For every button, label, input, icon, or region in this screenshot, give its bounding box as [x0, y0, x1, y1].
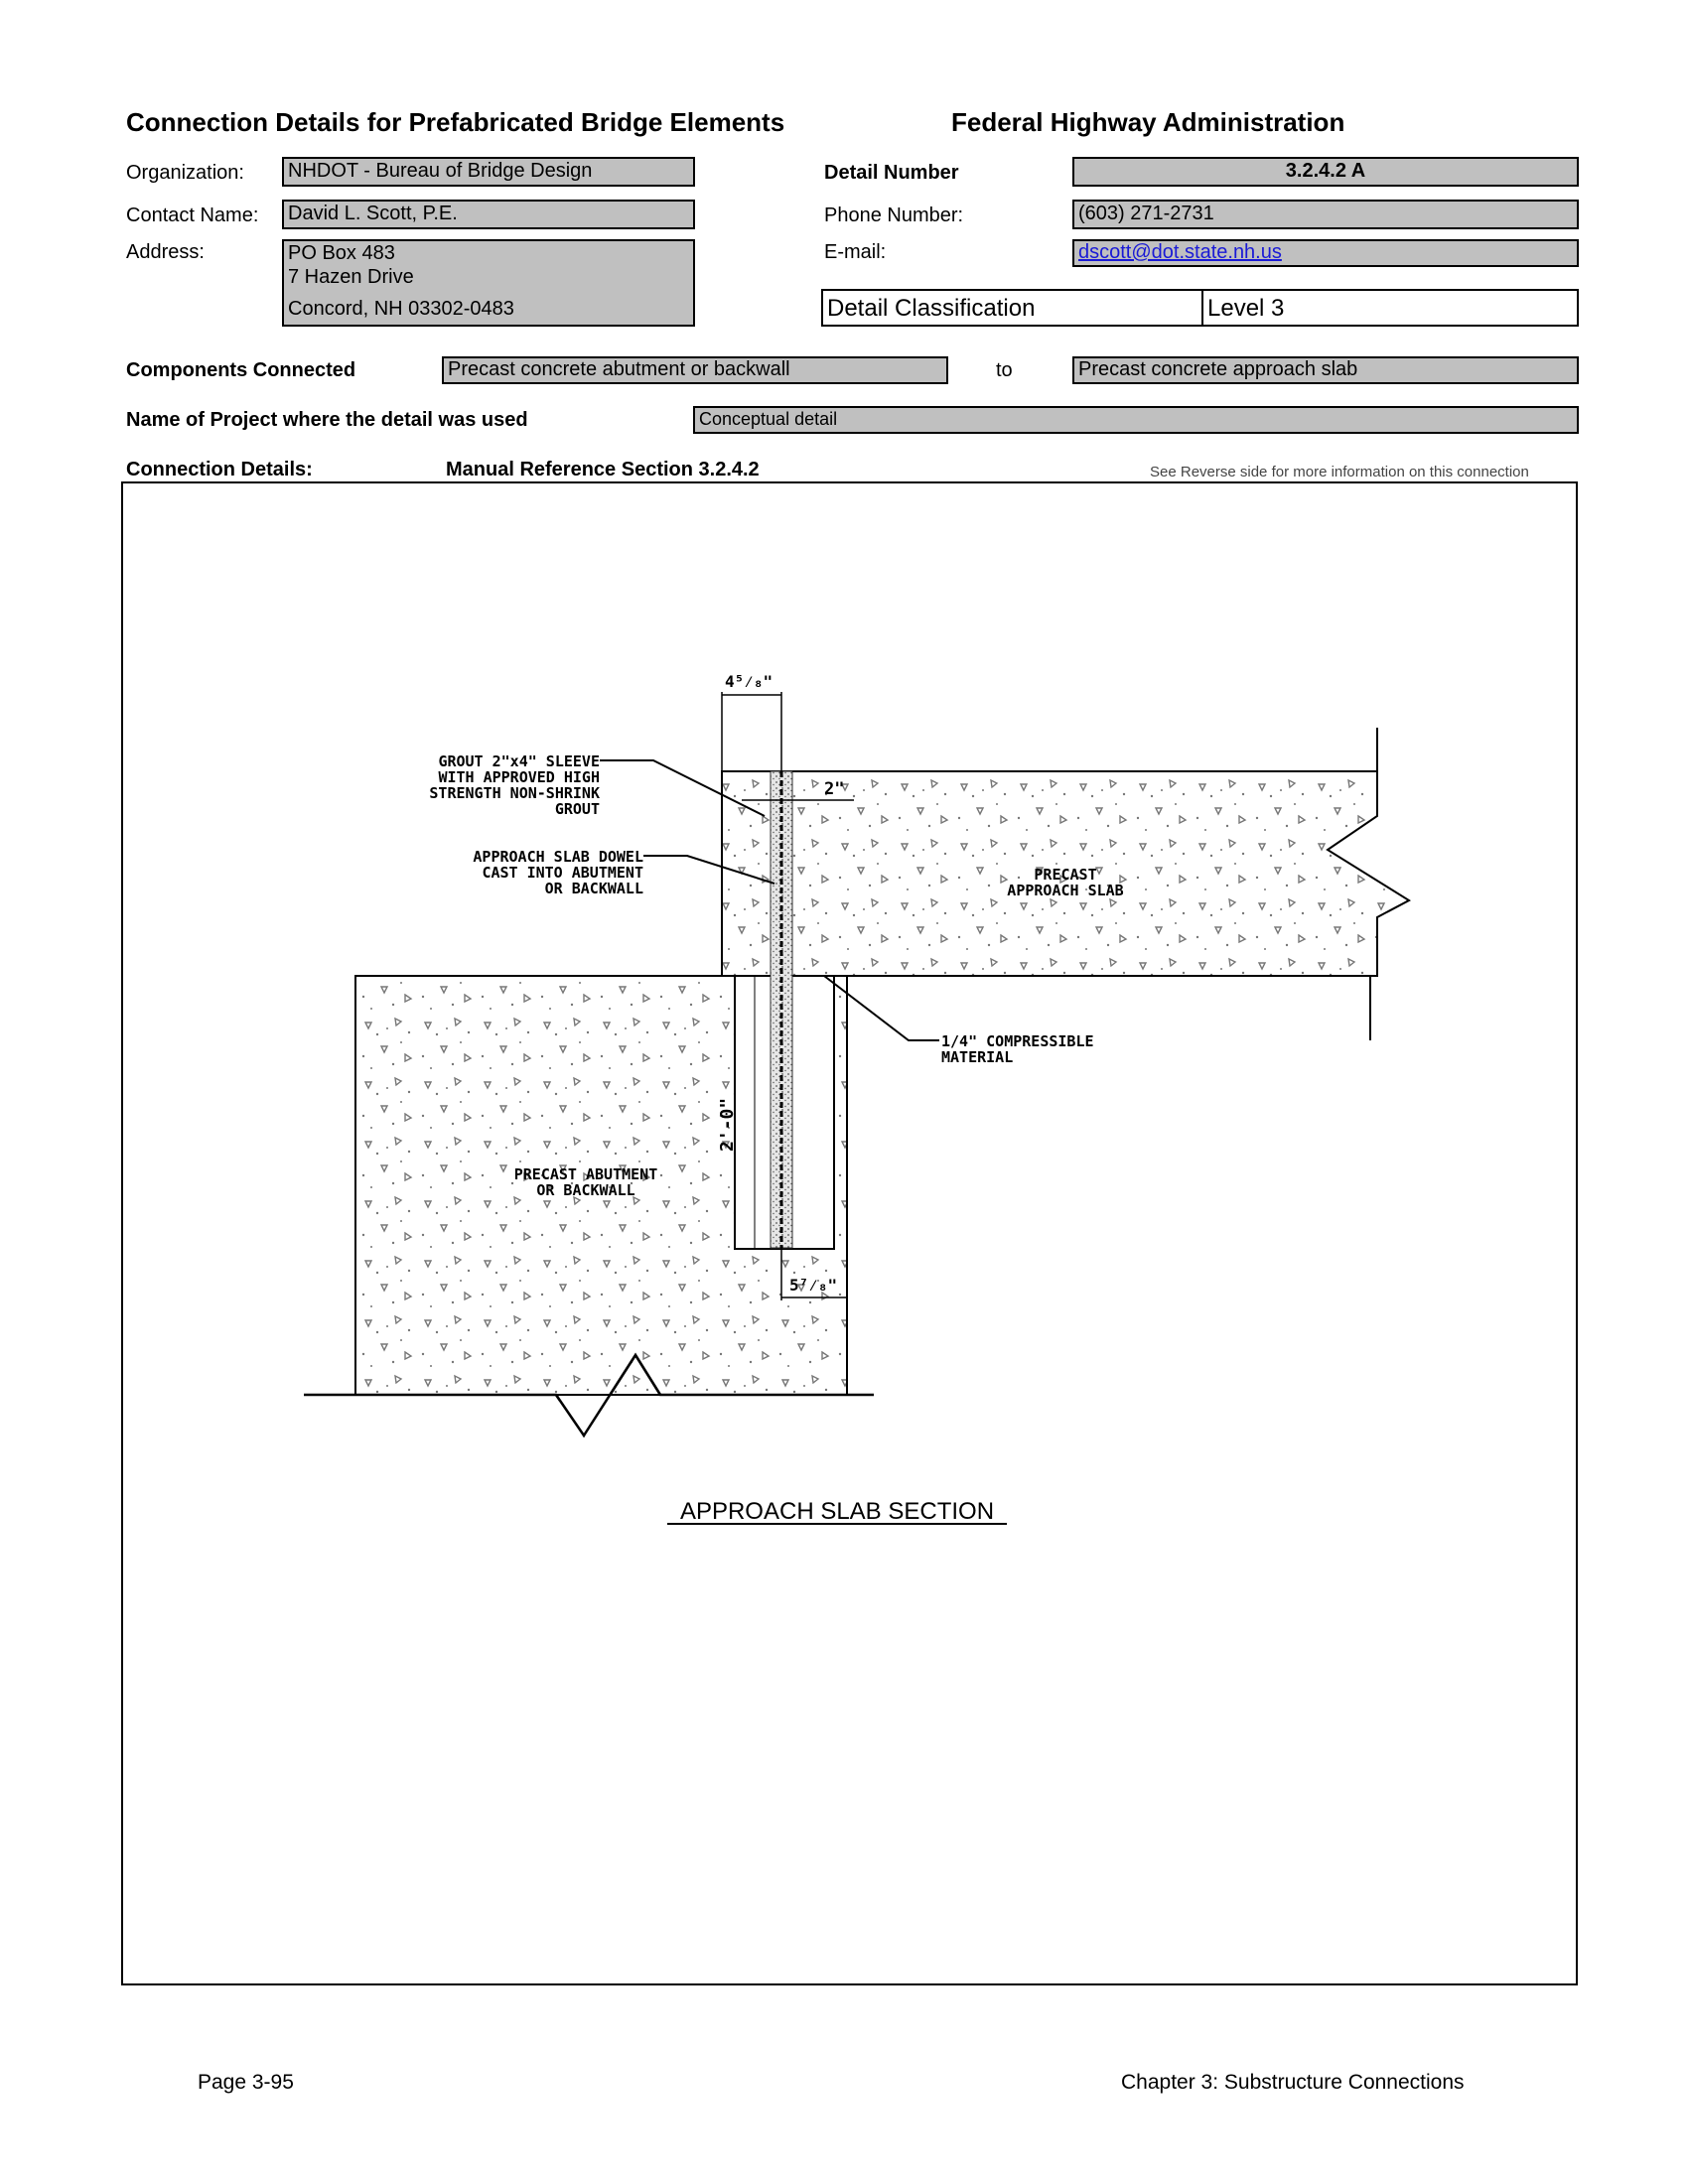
dim-depth: 2'-0"	[717, 1097, 738, 1152]
dim-top: 4⁵⁄₈"	[725, 672, 774, 691]
detail-number-label: Detail Number	[824, 162, 959, 184]
components-label: Components Connected	[126, 359, 356, 381]
compressible-note-2: MATERIAL	[941, 1048, 1014, 1066]
abutment-label-1: PRECAST ABUTMENT	[513, 1165, 658, 1183]
document-title: Connection Details for Prefabricated Bridge Elements	[126, 107, 785, 137]
organization-field: NHDOT - Bureau of Bridge Design	[282, 157, 695, 187]
address-line-3: Concord, NH 03302-0483	[288, 298, 514, 320]
project-label: Name of Project where the detail was used	[126, 409, 528, 431]
address-label: Address:	[126, 241, 205, 263]
email-link[interactable]: dscott@dot.state.nh.us	[1078, 241, 1282, 263]
page-number: Page 3-95	[198, 2071, 294, 2094]
phone-field: (603) 271-2731	[1072, 200, 1579, 229]
project-field: Conceptual detail	[693, 406, 1579, 434]
dowel-note-2: CAST INTO ABUTMENT	[482, 864, 643, 882]
abutment-label-2: OR BACKWALL	[536, 1181, 635, 1199]
slab-label-1: PRECAST	[1034, 866, 1097, 884]
email-label: E-mail:	[824, 241, 887, 263]
grout-note-1: GROUT 2"x4" SLEEVE	[438, 752, 600, 770]
dowel-note-3: OR BACKWALL	[544, 880, 643, 897]
to-label: to	[996, 359, 1013, 381]
chapter-title: Chapter 3: Substructure Connections	[1121, 2071, 1465, 2094]
contact-field: David L. Scott, P.E.	[282, 200, 695, 229]
address-line-1: PO Box 483	[288, 242, 395, 264]
grout-note-3: STRENGTH NON-SHRINK	[429, 784, 600, 802]
reverse-side-note: See Reverse side for more information on this connection	[1150, 464, 1529, 480]
classification-label: Detail Classification	[827, 295, 1036, 322]
grout-note-2: WITH APPROVED HIGH	[438, 768, 600, 786]
organization-label: Organization:	[126, 162, 244, 184]
classification-value: Level 3	[1207, 295, 1285, 322]
dim-bottom: 5⁷⁄₈"	[789, 1276, 838, 1295]
agency-name: Federal Highway Administration	[951, 107, 1345, 137]
slab-label-2: APPROACH SLAB	[1007, 882, 1124, 899]
grout-note-4: GROUT	[554, 800, 600, 818]
contact-label: Contact Name:	[126, 205, 259, 226]
compressible-note-1: 1/4" COMPRESSIBLE	[941, 1032, 1094, 1050]
address-line-2: 7 Hazen Drive	[288, 266, 414, 288]
phone-label: Phone Number:	[824, 205, 964, 226]
component-a-field: Precast concrete abutment or backwall	[442, 356, 948, 384]
connection-details-label: Connection Details:	[126, 459, 313, 480]
section-title: APPROACH SLAB SECTION	[679, 1498, 995, 1525]
manual-reference: Manual Reference Section 3.2.4.2	[446, 459, 760, 480]
dim-gap: 2"	[824, 779, 845, 799]
detail-number-field: 3.2.4.2 A	[1072, 157, 1579, 187]
component-b-field: Precast concrete approach slab	[1072, 356, 1579, 384]
dowel-note-1: APPROACH SLAB DOWEL	[473, 848, 643, 866]
